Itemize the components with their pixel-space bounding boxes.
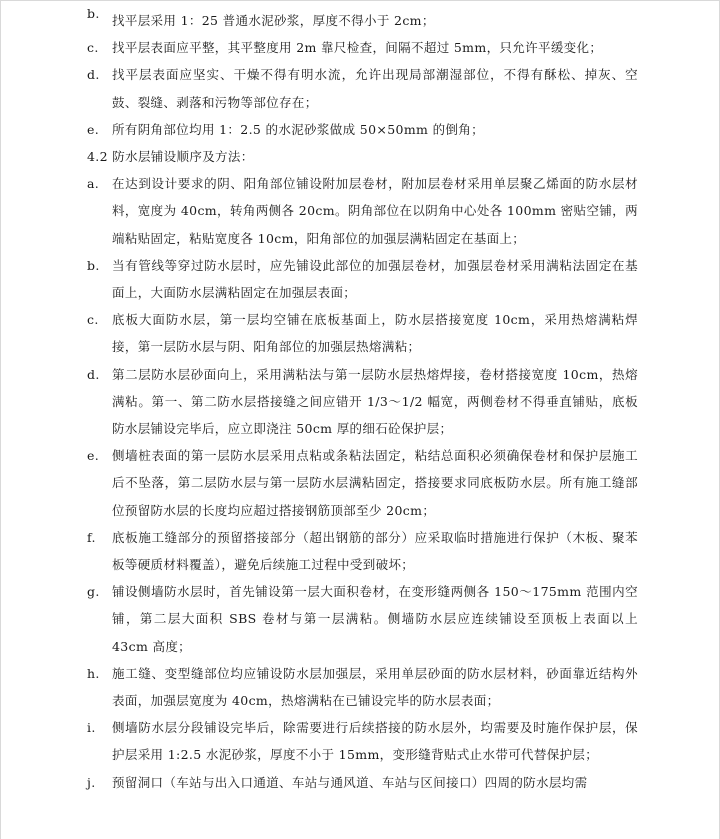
list-item-d xyxy=(87,361,638,443)
list-marker: b. xyxy=(87,6,100,21)
list-item-g xyxy=(87,578,638,660)
list-item-text: 第二层防水层砂面向上，采用满粘法与第一层防水层热熔焊接，卷材搭接宽度 10cm，热熔满粘。第一、第二防水层搭接缝之间应错开 1/3～1/2 幅宽，两侧卷材不得垂直铺贴，底板防水层铺设完毕后，应立即浇注 50cm 厚的细石砼保护层； xyxy=(112,366,638,437)
list-marker: b. xyxy=(87,257,100,273)
list-item-e xyxy=(87,442,638,524)
list-marker: a. xyxy=(87,176,100,192)
list-item-j xyxy=(87,769,638,796)
list-item-a xyxy=(87,170,638,252)
list-marker: e. xyxy=(87,448,100,464)
list-item-text: 侧墙桩表面的第一层防水层采用点粘或条粘法固定，粘结总面积必须确保卷材和保护层施工后不坠落，第二层防水层与第一层防水层满粘固定，搭接要求同底板防水层。所有施工缝部位预留防水层的长度均应超过搭接钢筋顶部至少 20cm； xyxy=(112,448,638,518)
list-item-text: 底板施工缝部分的预留搭接部分（超出钢筋的部分）应采取临时措施进行保护（木板、聚苯板等硬质材料覆盖），避免后续施工过程中受到破坏； xyxy=(112,529,638,573)
list-item-text: 铺设侧墙防水层时，首先铺设第一层大面积卷材，在变形缝两侧各 150～175mm 范围内空铺，第二层大面积 SBS 卷材与第一层满粘。侧墙防水层应连续铺设至顶板上表面以上 43cm 高度； xyxy=(112,584,638,654)
list-item-b xyxy=(87,0,638,34)
list-item-text: 找平层采用 1：25 普通水泥砂浆，厚度不得小于 2cm； xyxy=(112,13,435,28)
list-marker: f. xyxy=(87,529,96,545)
list-marker: c. xyxy=(87,40,99,56)
list-marker: i. xyxy=(87,720,96,736)
list-marker: j. xyxy=(87,774,96,790)
list-marker: d. xyxy=(87,366,100,382)
list-marker: g. xyxy=(87,584,100,600)
list-item-text: 找平层表面应坚实、干燥不得有明水流，允许出现局部潮湿部位，不得有酥松、掉灰、空鼓、裂缝、剥落和污物等部位存在； xyxy=(112,67,638,110)
list-item-text: 预留洞口（车站与出入口通道、车站与通风道、车站与区间接口）四周的防水层均需 xyxy=(112,774,588,790)
list-item-text: 在达到设计要求的阴、阳角部位铺设附加层卷材，附加层卷材采用单层聚乙烯面的防水层材料，宽度为 40cm，转角两侧各 20cm。阴角部位在以阴角中心处各 100mm 密贴空铺，两端粘贴固定，粘贴宽度各 10cm，阳角部位的加强层满粘固定在基面上； xyxy=(112,176,638,246)
list-marker: c. xyxy=(87,312,99,328)
list-item-c xyxy=(87,34,638,61)
list-item-c xyxy=(87,306,638,360)
list-marker: h. xyxy=(87,665,100,681)
list-item-b xyxy=(87,252,638,306)
section-heading: 4.2 防水层铺设顺序及方法： xyxy=(87,149,254,165)
list-item-i xyxy=(87,714,638,768)
list-item-text: 当有管线等穿过防水层时，应先铺设此部位的加强层卷材，加强层卷材采用满粘法固定在基面上，大面防水层满粘固定在加强层表面； xyxy=(112,257,638,301)
list-item-text: 底板大面防水层，第一层均空铺在底板基面上，防水层搭接宽度 10cm，采用热熔满粘焊接，第一层防水层与阴、阳角部位的加强层热熔满粘； xyxy=(112,312,638,355)
list-marker: d. xyxy=(87,67,100,83)
list-item-text: 所有阴角部位均用 1：2.5 的水泥砂浆做成 50×50mm 的倒角； xyxy=(112,121,484,137)
list-item-e xyxy=(87,116,638,143)
list-item-d xyxy=(87,61,638,115)
list-item-text: 找平层表面应平整，其平整度用 2m 靠尺检查，间隔不超过 5mm，只允许平缓变化； xyxy=(112,40,603,56)
list-item-h xyxy=(87,660,638,714)
list-marker: e. xyxy=(87,121,100,137)
list-item-f xyxy=(87,524,638,578)
list-item-text: 施工缝、变型缝部位均应铺设防水层加强层，采用单层砂面的防水层材料，砂面靠近结构外表面，加强层宽度为 40cm，热熔满粘在已铺设完毕的防水层表面； xyxy=(112,665,638,709)
list-item-text: 侧墙防水层分段铺设完毕后，除需要进行后续搭接的防水层外，均需要及时施作保护层，保护层采用 1:2.5 水泥砂浆，厚度不小于 15mm，变形缝背贴式止水带可代替保护层； xyxy=(112,720,638,763)
